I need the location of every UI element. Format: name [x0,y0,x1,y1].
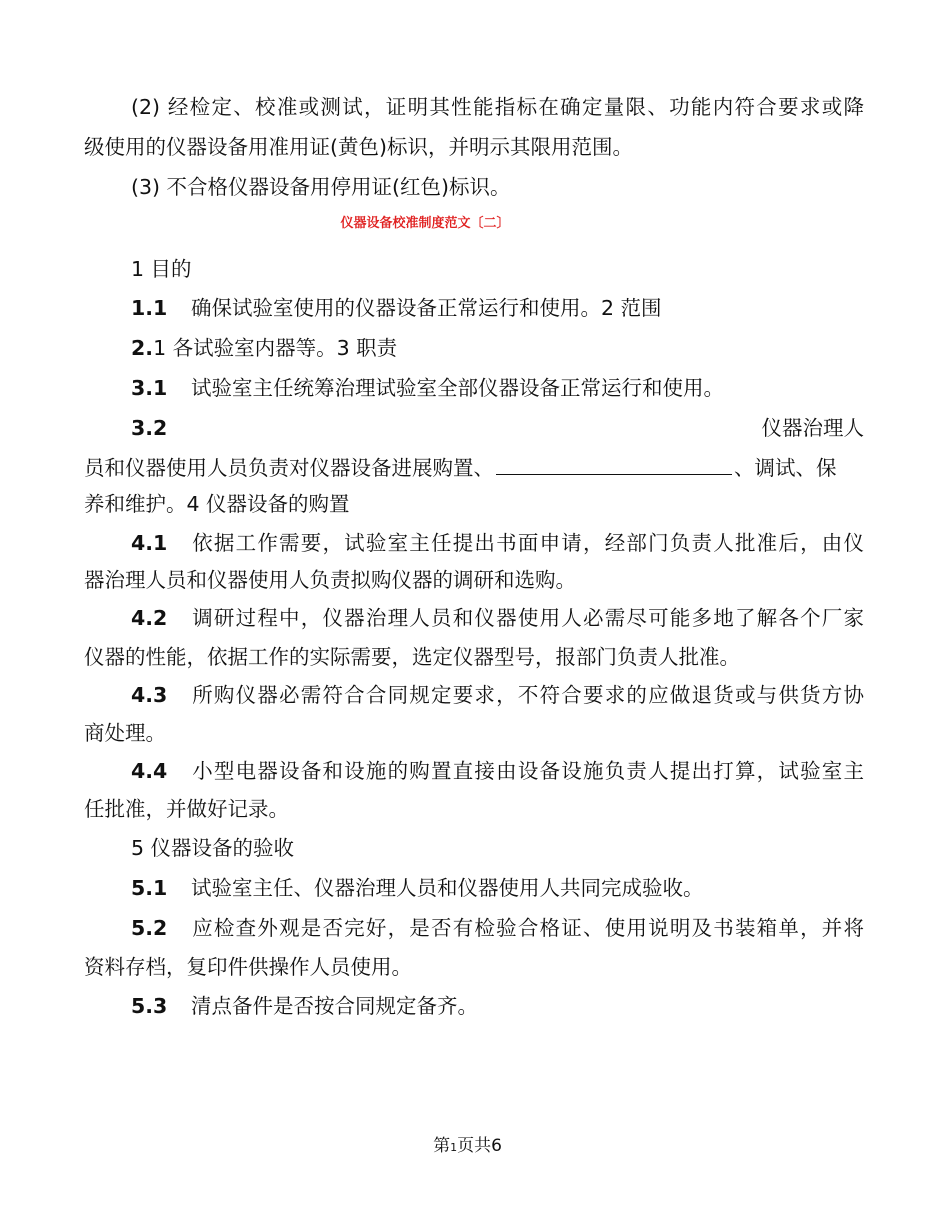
clause-number: 2. [131,336,154,360]
clause-line [131,374,864,402]
clause-text: 调研过程中，仪器治理人员和仪器使用人必需尽可能多地了解各个厂家 [191,606,864,630]
clause-text: 所购仪器必需符合合同规定要求，不符合要求的应做退货或与供货方协 [191,683,864,707]
paragraph-line: 器治理人员和仪器使用人负责拟购仪器的调研和选购。 [84,568,576,592]
paragraph-line [84,454,864,482]
clause-line [131,414,864,442]
footer-page-number: 1 [450,1141,458,1154]
clause-number: 3.1 [131,376,168,400]
footer-prefix: 第 [433,1136,451,1156]
clause-number: 1.1 [131,296,168,320]
page-footer [0,1134,935,1160]
paragraph-line: 级使用的仪器设备用准用证(黄色)标识，并明示其限用范围。 [84,135,633,159]
clause-text: 小型电器设备和设施的购置直接由设备设施负责人提出打算，试验室主 [191,759,864,783]
clause-text: 员和仪器使用人员负责对仪器设备进展购置、 [84,456,494,480]
paragraph-line: 仪器的性能，依据工作的实际需要，选定仪器型号，报部门负责人批准。 [84,645,740,669]
paragraph-line: 商处理。 [84,721,166,745]
clause-line [131,992,864,1020]
clause-text: 1 各试验室内器等。3 职责 [153,336,398,360]
clause-number: 5.3 [131,994,168,1018]
clause-text: 试验室主任、仪器治理人员和仪器使用人共同完成验收。 [191,876,704,900]
clause-text: 试验室主任统筹治理试验室全部仪器设备正常运行和使用。 [191,376,724,400]
clause-text: 应检查外观是否完好，是否有检验合格证、使用说明及书装箱单，并将 [191,916,864,940]
clause-text: 依据工作需要，试验室主任提出书面申请，经部门负责人批准后，由仪 [191,531,864,555]
clause-number: 4.1 [131,531,168,555]
clause-number: 4.3 [131,683,168,707]
paragraph-line: (2) 经检定、校准或测试，证明其性能指标在确定量限、功能内符合要求或降 [131,95,864,119]
paragraph-line: 任批准，并做好记录。 [84,797,289,821]
clause-line [131,757,864,785]
clause-number: 3.2 [131,416,168,440]
section-subtitle: 仪器设备校准制度范文〔二〕 [340,216,510,231]
clause-number: 5.2 [131,916,168,940]
section-heading: 1 目的 [131,257,192,281]
footer-total-pages: 6 [491,1136,502,1156]
paragraph-line: 资料存档，复印件供操作人员使用。 [84,955,412,979]
clause-line [131,681,864,709]
clause-text: 确保试验室使用的仪器设备正常运行和使用。2 范围 [191,296,662,320]
clause-line [131,529,864,557]
clause-line [131,874,864,902]
fill-in-blank [496,454,732,475]
clause-text: 清点备件是否按合同规定备齐。 [191,994,478,1018]
section-heading: 5 仪器设备的验收 [131,836,295,860]
clause-text: 仪器治理人 [761,416,864,440]
footer-middle: 页共 [457,1136,492,1156]
clause-number: 5.1 [131,876,168,900]
clause-line [131,604,864,632]
clause-number: 4.4 [131,759,168,783]
clause-number: 4.2 [131,606,168,630]
clause-text: 、调试、保 [734,456,837,480]
paragraph-line: 养和维护。4 仪器设备的购置 [84,492,350,516]
paragraph-line: (3) 不合格仪器设备用停用证(红色)标识。 [131,175,511,199]
clause-line [131,334,864,362]
clause-line [131,914,864,942]
clause-line [131,294,864,322]
